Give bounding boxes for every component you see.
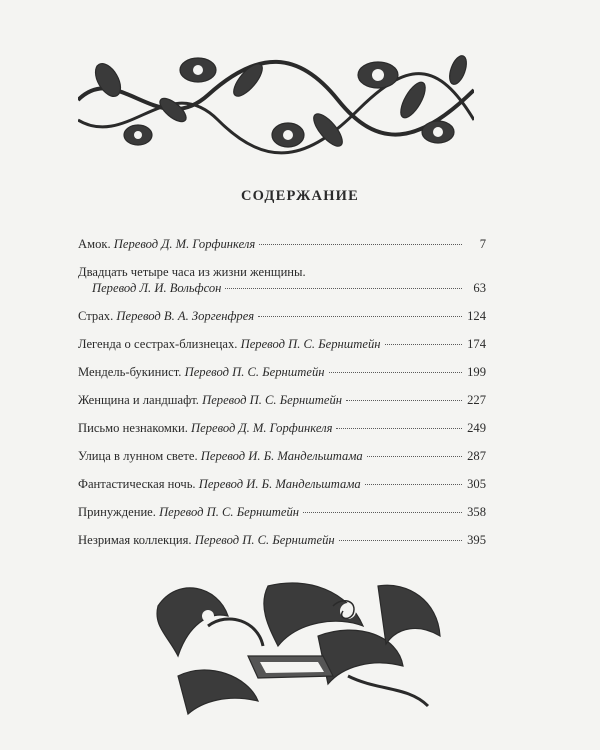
entry-title: Мендель-букинист.	[78, 365, 182, 379]
dot-leader	[346, 400, 462, 401]
dot-leader	[336, 428, 462, 429]
entry-translator: Перевод П. С. Бернштейн	[184, 365, 325, 379]
toc-entry[interactable]	[78, 236, 486, 252]
entry-title: Фантастическая ночь.	[78, 477, 196, 491]
toc-entry[interactable]	[78, 336, 486, 352]
entry-title: Легенда о сестрах-близнецах.	[78, 337, 238, 351]
entry-title: Двадцать четыре часа из жизни женщины.	[78, 265, 306, 279]
entry-title: Улица в лунном свете.	[78, 449, 198, 463]
floral-ornament-top	[78, 40, 474, 158]
toc-entry[interactable]	[78, 532, 486, 548]
dot-leader	[365, 484, 462, 485]
entry-page: 227	[467, 393, 486, 407]
entry-page: 124	[467, 309, 486, 323]
entry-translator: Перевод П. С. Бернштейн	[159, 505, 299, 519]
entry-translator: Перевод И. Б. Мандельштама	[200, 449, 363, 463]
dot-leader	[225, 288, 462, 289]
toc-entry[interactable]	[78, 364, 486, 380]
toc-entry[interactable]	[78, 476, 486, 492]
dot-leader	[339, 540, 462, 541]
entry-title: Принуждение.	[78, 505, 156, 519]
entry-page: 7	[479, 237, 486, 251]
entry-translator: Перевод П. С. Бернштейн	[194, 533, 335, 547]
dot-leader	[385, 344, 462, 345]
entry-title: Письмо незнакомки.	[78, 421, 188, 435]
entry-page: 249	[467, 421, 486, 435]
table-of-contents	[78, 236, 486, 560]
entry-title: Страх.	[78, 309, 114, 323]
toc-entry[interactable]	[78, 448, 486, 464]
page-title: СОДЕРЖАНИЕ	[240, 188, 360, 204]
entry-translator: Перевод Д. М. Горфинкеля	[113, 237, 256, 251]
entry-page: 305	[467, 477, 486, 491]
toc-entry[interactable]	[78, 504, 486, 520]
toc-entry[interactable]	[78, 392, 486, 408]
entry-title: Незримая коллекция.	[78, 533, 192, 547]
dot-leader	[367, 456, 462, 457]
entry-page: 174	[467, 337, 486, 351]
entry-translator: Перевод Л. И. Вольфсон	[92, 281, 222, 295]
dot-leader	[258, 316, 462, 317]
toc-entry[interactable]	[78, 420, 486, 436]
engraving-vignette-bottom	[148, 566, 448, 716]
entry-translator: Перевод И. Б. Мандельштама	[198, 477, 361, 491]
entry-title: Женщина и ландшафт.	[78, 393, 199, 407]
toc-entry[interactable]	[78, 308, 486, 324]
entry-title: Амок.	[78, 237, 111, 251]
dot-leader	[329, 372, 462, 373]
dot-leader	[259, 244, 462, 245]
entry-page: 199	[467, 365, 486, 379]
entry-page: 358	[467, 505, 486, 519]
entry-page: 287	[467, 449, 486, 463]
entry-translator: Перевод П. С. Бернштейн	[202, 393, 343, 407]
entry-translator: Перевод Д. М. Горфинкеля	[191, 421, 333, 435]
dot-leader	[303, 512, 462, 513]
entry-page: 395	[467, 533, 486, 547]
entry-page: 63	[473, 281, 486, 295]
entry-translator: Перевод В. А. Зоргенфрея	[116, 309, 255, 323]
entry-translator: Перевод П. С. Бернштейн	[240, 337, 381, 351]
toc-entry[interactable]	[78, 264, 486, 296]
